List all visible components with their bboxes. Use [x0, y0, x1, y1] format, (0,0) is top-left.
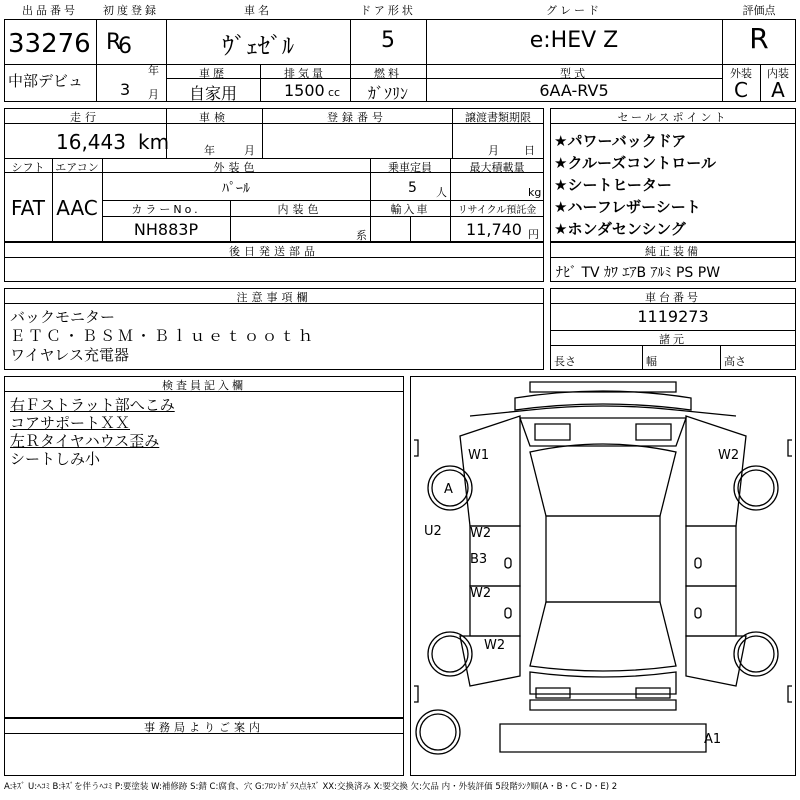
rear-panel-outline	[500, 724, 706, 752]
chassis-label: 車台番号	[645, 291, 701, 304]
intcolor-label: 内装色	[277, 203, 323, 216]
hood-edge	[470, 406, 736, 416]
reg-no-label: 登録番号	[327, 111, 387, 124]
roof	[546, 516, 660, 602]
sales-item: ★シートヒーター	[554, 176, 672, 194]
intcolor-unit: 系	[356, 229, 367, 242]
inspector-line: シートしみ小	[10, 450, 101, 468]
wheel-rear-right	[738, 636, 774, 672]
reg-month: 3	[120, 80, 131, 99]
front-lamp-left	[535, 424, 570, 440]
mark-w1: W1	[468, 448, 490, 463]
recycle-unit: 円	[528, 228, 539, 241]
height-label: 高さ	[724, 355, 746, 368]
length-label: 長さ	[554, 355, 576, 368]
left-front-fender	[460, 416, 520, 526]
mileage-label: 走行	[70, 111, 100, 124]
trunk	[530, 672, 676, 694]
ext-grade: C	[734, 78, 748, 102]
transfer-label: 譲渡書類期限	[465, 111, 531, 124]
sales-label: セールスポイント	[617, 111, 729, 124]
grade: e:HEV Z	[529, 28, 619, 53]
exterior-color: ﾊﾟｰﾙ	[222, 181, 250, 197]
inspector-line: コアサポートＸＸ	[10, 414, 131, 432]
front-grille-outline	[515, 391, 691, 410]
sales-item: ★ハーフレザーシート	[554, 198, 701, 216]
wheel-front-right	[738, 470, 774, 506]
grade-label: グレード	[426, 4, 722, 20]
history: 自家用	[188, 84, 237, 103]
lot-number: 33276	[8, 29, 91, 59]
right-rear-door	[686, 586, 736, 636]
mark-u2: U2	[424, 524, 442, 539]
rear-bumper	[530, 700, 676, 710]
recycle-label: リサイクル預託金	[457, 205, 537, 216]
car-name-label: 車名	[166, 4, 350, 20]
office-label: 事務局よりご案内	[144, 721, 264, 734]
left-mirror-bracket	[414, 440, 418, 456]
right-mirror-bracket	[788, 440, 792, 456]
inspector-list	[10, 396, 175, 468]
rear-lamp-right	[636, 688, 670, 698]
mileage-unit: km	[138, 130, 170, 154]
width-label: 幅	[646, 355, 657, 368]
mark-w2-front-right: W2	[718, 448, 740, 463]
note-line: ＥＴＣ・ＢＳＭ・Ｂｌｕｅｔｏｏｔｈ	[10, 327, 317, 345]
front-lamp-right	[636, 424, 671, 440]
capacity-label: 乗車定員	[388, 161, 432, 174]
inspector-line: 左Ｒタイヤハウス歪み	[10, 432, 160, 450]
mark-a1: A1	[704, 732, 722, 747]
first-reg-label: 初度登録	[96, 4, 166, 20]
right-front-fender	[686, 416, 746, 526]
door-type: 5	[381, 28, 395, 53]
car-name: ｳﾞｪｾﾞﾙ	[222, 32, 294, 60]
chassis-number: 1119273	[637, 307, 709, 326]
note-line: ワイヤレス充電器	[10, 346, 129, 364]
displacement: 1500	[284, 81, 325, 100]
model-code: 6AA-RV5	[539, 81, 609, 100]
inspector-line: 右Ｆストラット部へこみ	[10, 396, 175, 414]
mark-w2-rear-fender: W2	[484, 638, 506, 653]
mark-w2-rear-door: W2	[470, 586, 492, 601]
int-grade: A	[771, 78, 785, 102]
import-label: 輸入車	[390, 203, 430, 216]
disp-unit: cc	[328, 86, 341, 99]
mark-w2-door: W2	[470, 526, 492, 541]
load-unit: kg	[528, 186, 542, 199]
ac: AAC	[56, 196, 98, 220]
sales-item: ★クルーズコントロール	[554, 154, 716, 172]
month-unit: 月	[148, 88, 159, 101]
equip-text: ﾅﾋﾞ TV ｶﾜ ｴｱB ｱﾙﾐ PS PW	[556, 265, 721, 281]
note-line: バックモニター	[10, 308, 116, 326]
windshield	[530, 444, 676, 516]
model-label: 型式	[560, 67, 588, 80]
recycle-fee: 11,740	[466, 220, 522, 239]
later-parts-label: 後日発送部品	[229, 245, 319, 258]
inspection-label: 車検	[199, 111, 229, 124]
shift-label: シフト	[11, 161, 45, 174]
color-number: NH883P	[133, 220, 199, 239]
transfer-month-unit: 月	[488, 144, 499, 157]
inspection-month-unit: 月	[244, 144, 255, 157]
mark-a: A	[444, 482, 453, 497]
disp-label: 排気量	[284, 67, 326, 80]
lot-label: 出品番号	[4, 4, 96, 20]
ext-label: 外装	[730, 67, 752, 80]
score: R	[749, 22, 769, 55]
debut-label: 中部デビュ	[8, 72, 84, 90]
legend: A:ｷｽﾞ U:ﾍｺﾐ B:ｷｽﾞを伴うﾍｺﾐ P:要塗装 W:補修跡 S:錆 C:腐食、穴 G:ﾌﾛﾝﾄｶﾞﾗｽ点ｷｽﾞ XX:交換済み X:要交換 欠:欠品 内・外装評価 5段階ﾗﾝｸ順(A・B・C・D・E) 2	[4, 782, 618, 792]
year-unit: 年	[148, 64, 159, 77]
ac-label: エアコン	[55, 161, 99, 174]
reg-year: 6	[118, 34, 132, 59]
era: R	[106, 30, 122, 55]
mileage: 16,443	[56, 130, 126, 154]
mark-b3: B3	[470, 552, 488, 567]
front-window-outline	[520, 418, 686, 446]
history-label: 車歴	[199, 67, 227, 80]
score-label: 評価点	[722, 4, 796, 20]
colorno-label: カラーNo.	[131, 203, 201, 216]
sales-list	[554, 130, 716, 240]
fuel: ｶﾞｿﾘﾝ	[367, 84, 408, 103]
shift: FAT	[10, 196, 45, 220]
right-front-door	[686, 526, 736, 586]
color-label: 外装色	[213, 161, 259, 174]
capacity: 5	[408, 180, 417, 196]
car-diagram	[410, 376, 796, 776]
equip-label: 純正装備	[645, 245, 701, 258]
fuel-label: 燃料	[374, 67, 402, 80]
notes-label: 注意事項欄	[236, 291, 312, 304]
load-label: 最大積載量	[469, 161, 525, 174]
info-panel	[4, 108, 544, 242]
inspector-label: 検査員記入欄	[162, 379, 246, 392]
door-label: ドア形状	[350, 4, 426, 20]
sales-item: ★パワーバックドア	[554, 132, 687, 150]
capacity-unit: 人	[436, 186, 447, 199]
inspection-year-unit: 年	[204, 144, 215, 157]
notes-list	[10, 308, 316, 365]
sales-item: ★ホンダセンシング	[554, 220, 686, 238]
dims-label: 諸元	[659, 333, 687, 346]
int-label: 内装	[767, 67, 789, 80]
spare-wheel	[416, 710, 460, 754]
wheel-rear-left	[432, 636, 468, 672]
transfer-day-unit: 日	[524, 144, 535, 157]
rear-window	[530, 602, 676, 671]
rear-lamp-left	[536, 688, 570, 698]
